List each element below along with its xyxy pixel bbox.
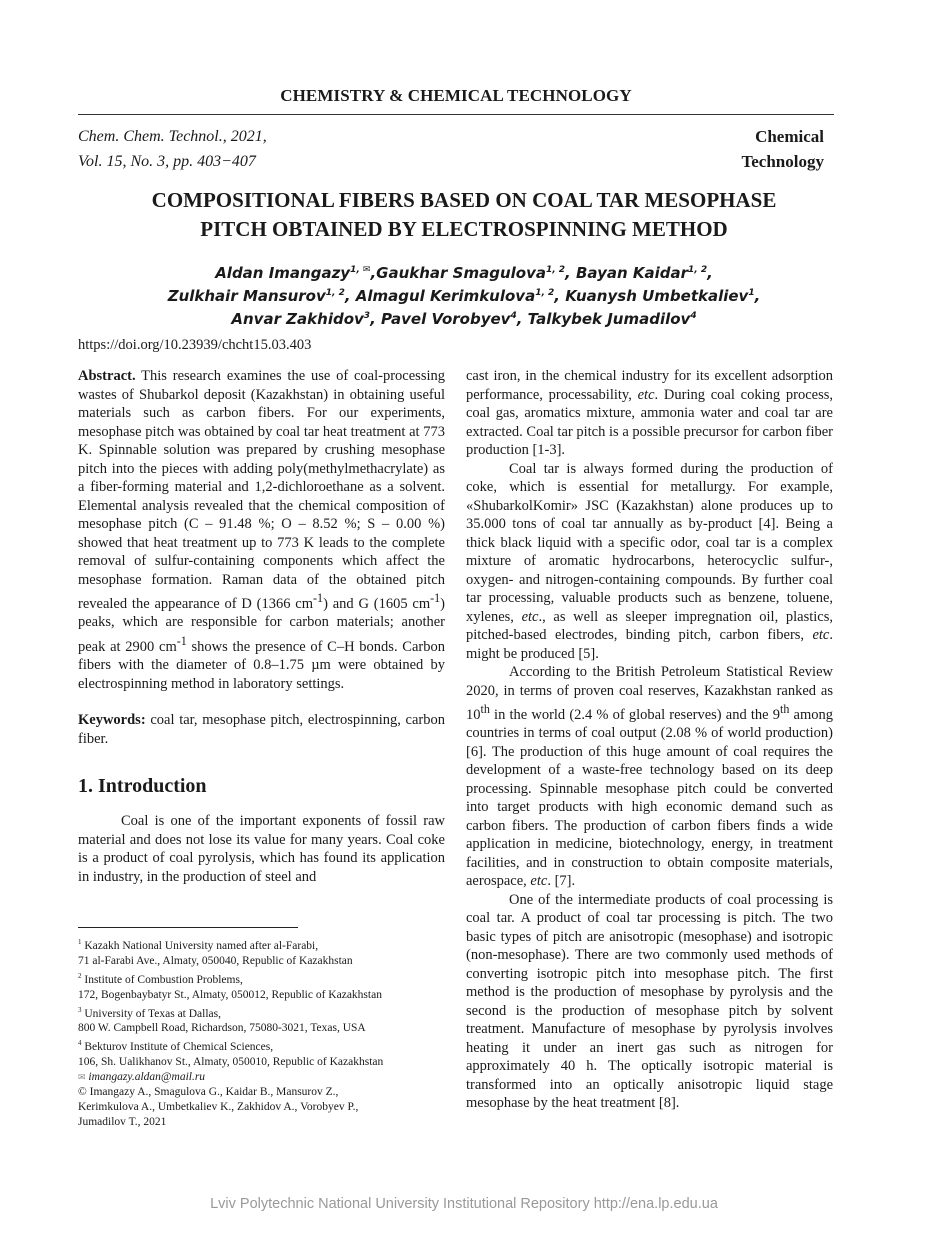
author-affiliation: 3 bbox=[363, 311, 371, 321]
affiliation-2: $^2$ Institute of Combustion Problems, bbox=[78, 971, 243, 986]
author-affiliation: 1 bbox=[748, 288, 755, 298]
abstract: Abstract. This research examines the use of coal-processing wastes of Shubarkol deposit (Kazakhstan) in obtaining useful materials such as carbon fibers. For our experiments, mesophase pitch was obtained by coal tar heat treatment at 773 K. Spinnable solution was prepared by crushing mesophase pitch into the pieces with adding poly(methylmethacrylate) as a fiber-forming material and 1,2-dichloroethane as a solvent. Elemental analysis revealed that the chemical composition of mesophase pitch (C – 91.48 %; O – 8.52 %; S – 0.00 %) showed that heat treatment up to 773 K leads to the complete removal of sulfur-containing components which affect the mesophase formation. Raman data of the obtained pitch revealed the appearance of D (1366 $cm^{-1}$) and G (1605 $cm^{-1}$) peaks, which are responsible for carbon materials; another peak at 2900 $cm^{-1}$ shows the presence of C–H bonds. Carbon fibers with the diameter of 0.8–1.75 µm were obtained by electrospinning method in laboratory settings. bbox=[78, 368, 446, 692]
right-column bbox=[466, 367, 833, 1113]
author-name: Kuanysh Umbetkaliev bbox=[565, 287, 749, 305]
keywords: Keywords: coal tar, mesophase pitch, electrospinning, carbon fiber. bbox=[78, 712, 445, 747]
header-divider bbox=[78, 114, 834, 115]
title-line-1: COMPOSITIONAL FIBERS BASED ON COAL TAR MESOPHASE bbox=[151, 188, 777, 212]
affiliation-4-address: 106, Sh. Ualikhanov St., Almaty, 050010, Republic of Kazakhstan bbox=[78, 1056, 384, 1069]
intro-paragraph-1-continued: cast iron, in the chemical industry for its excellent adsorption performance, processability, etc. During coal coking process, coal gas, aromatics mixture, ammonia water and coal tar are extracted. Coal tar pitch is a possible precursor for carbon fiber production [1-3]. bbox=[466, 368, 833, 458]
section-name bbox=[624, 124, 824, 174]
intro-paragraph-4: One of the intermediate products of coal processing is coal tar. A product of coal tar processing is pitch. The two basic types of pitch are anisotropic (mesophase) and isotropic (non-mesophase). There are two commonly used methods of converting isotropic pitch into mesophase pitch. The first method is the production of mesophase by pyrolysis and the second is the production of mesophase pitch by solvent treatment. Manufacture of mesophase by pyrolysis involves heating it under an inert gas such as nitrogen for approximately 40 h. The optically isotropic material is transformed into an optically anisotropic liquid stage mesophase by the heat treatment [8]. bbox=[466, 891, 833, 1112]
intro-paragraph-3: According to the British Petroleum Statistical Review 2020, in terms of proven coal reserves, Kazakhstan ranked as 10th in the world (2.4 % of global reserves) and the 9th among countries in terms of coal output (2.08 % of world production) [6]. The production of this huge amount of coal requires the development of a waste-free technology based on its deep processing. Spinnable mesophase pitch could be converted into target products with high economic demand such as carbon fibers. The production of carbon fibers finds a wide application in medicine, biotechnology, energy, in treatment facilities, and in construction to obtain composite materials, aerospace, etc. [7]. bbox=[466, 664, 834, 890]
abstract-label: Abstract. bbox=[78, 368, 136, 384]
corresponding-email: ✉ imangazy.aldan@mail.ru bbox=[78, 1071, 206, 1084]
affiliation-4: $^4$ Bekturov Institute of Chemical Sciences, bbox=[78, 1039, 274, 1054]
intro-paragraph-2: Coal tar is always formed during the production of coke, which is essential for metallurgy. For example, «ShubarkolKomir» JSC (Kazakhstan) alone produces up to 35.000 tons of coal tar annually as by-product [4]. Being a thick black liquid with a specific odor, coal tar is a complex mixture of aromatic hydrocarbons, heterocyclic sulfur-, oxygen- and nitrogen-containing compounds. By further coal tar processing, valuable products such as benzene, toluene, xylenes, etc., as well as sleeper impregnation oil, plastics, pitched-based electrodes, binding pitch, carbon fibers, etc. might be produced [5]. bbox=[466, 460, 833, 662]
footnotes bbox=[78, 935, 458, 1130]
section-name-line-1: Chemical bbox=[755, 127, 824, 146]
section-heading-introduction: 1. Introduction bbox=[78, 775, 207, 798]
author-affiliation: 1, ✉ bbox=[350, 265, 371, 275]
citation-block bbox=[78, 124, 478, 174]
section-name-line-2: Technology bbox=[741, 152, 824, 171]
citation-line-1: Chem. Chem. Technol., 2021, bbox=[78, 128, 267, 145]
author-name: Anvar Zakhidov bbox=[231, 310, 364, 328]
affiliation-2-address: 172, Bogenbaybatyr St., Almaty, 050012, Republic of Kazakhstan bbox=[78, 988, 382, 1001]
author-list: Aldan Imangazy$^{1, ✉}$,Gaukhar Smagulova$^{1, 2}$, Bayan Kaidar$^{1, 2}$, Zulkhair Mansurov$^{1, 2}$, Almagul Kerimkulova$^{1, 2}$, Kuanysh Umbetkaliev$^1$, Anvar Zakhidov$^3$, Pavel Vorobyev$^4$, Talkybek Jumadilov$^4$ bbox=[167, 264, 761, 328]
affiliation-1-address: 71 al-Farabi Ave., Almaty, 050040, Republic of Kazakhstan bbox=[78, 954, 353, 967]
author-affiliation: 4 bbox=[690, 311, 697, 321]
intro-paragraph-1: Coal is one of the important exponents of fossil raw material and does not lose its value for many years. Coal coke is a product of coal pyrolysis, which has found its application in industry, in the production of steel and bbox=[78, 813, 445, 885]
doi-link[interactable]: https://doi.org/10.23939/chcht15.03.403 bbox=[78, 337, 312, 353]
author-name: Aldan Imangazy bbox=[215, 264, 351, 282]
copyright-line-1: © Imangazy A., Smagulova G., Kaidar B., Mansurov Z., bbox=[78, 1086, 339, 1099]
keywords-label: Keywords: bbox=[78, 712, 146, 729]
left-column bbox=[78, 367, 445, 886]
author-affiliation: 4 bbox=[510, 311, 517, 321]
author-name: Zulkhair Mansurov bbox=[167, 287, 326, 305]
repository-footer: Lviv Polytechnic National University Institutional Repository http://ena.lp.edu.ua bbox=[210, 1196, 718, 1212]
affiliation-3: $^3$ University of Texas at Dallas, bbox=[78, 1005, 222, 1020]
footnote-divider bbox=[78, 927, 298, 928]
journal-header: CHEMISTRY & CHEMICAL TECHNOLOGY bbox=[280, 86, 632, 105]
affiliation-1: $^1$ Kazakh National University named after al-Farabi, bbox=[78, 938, 319, 952]
copyright-line-2: Kerimkulova A., Umbetkaliev K., Zakhidov A., Vorobyev P., bbox=[78, 1101, 359, 1114]
author-affiliation: 1, 2 bbox=[535, 288, 555, 298]
envelope-icon: ✉ bbox=[78, 1072, 86, 1083]
citation-line-2: Vol. 15, No. 3, pp. 403−407 bbox=[78, 153, 256, 170]
author-name: Gaukhar Smagulova bbox=[376, 264, 546, 282]
author-name: Almagul Kerimkulova bbox=[355, 287, 536, 305]
author-name: Talkybek Jumadilov bbox=[527, 310, 691, 328]
title-line-2: PITCH OBTAINED BY ELECTROSPINNING METHOD bbox=[200, 217, 728, 241]
affiliation-3-address: 800 W. Campbell Road, Richardson, 75080-3021, Texas, USA bbox=[78, 1022, 366, 1035]
copyright-line-3: Jumadilov T., 2021 bbox=[78, 1116, 167, 1129]
author-name: Bayan Kaidar bbox=[575, 264, 689, 282]
author-affiliation: 1, 2 bbox=[325, 288, 345, 298]
article-title bbox=[78, 186, 850, 244]
author-affiliation: 1, 2 bbox=[688, 265, 708, 275]
author-affiliation: 1, 2 bbox=[545, 265, 566, 275]
author-name: Pavel Vorobyev bbox=[380, 310, 511, 328]
